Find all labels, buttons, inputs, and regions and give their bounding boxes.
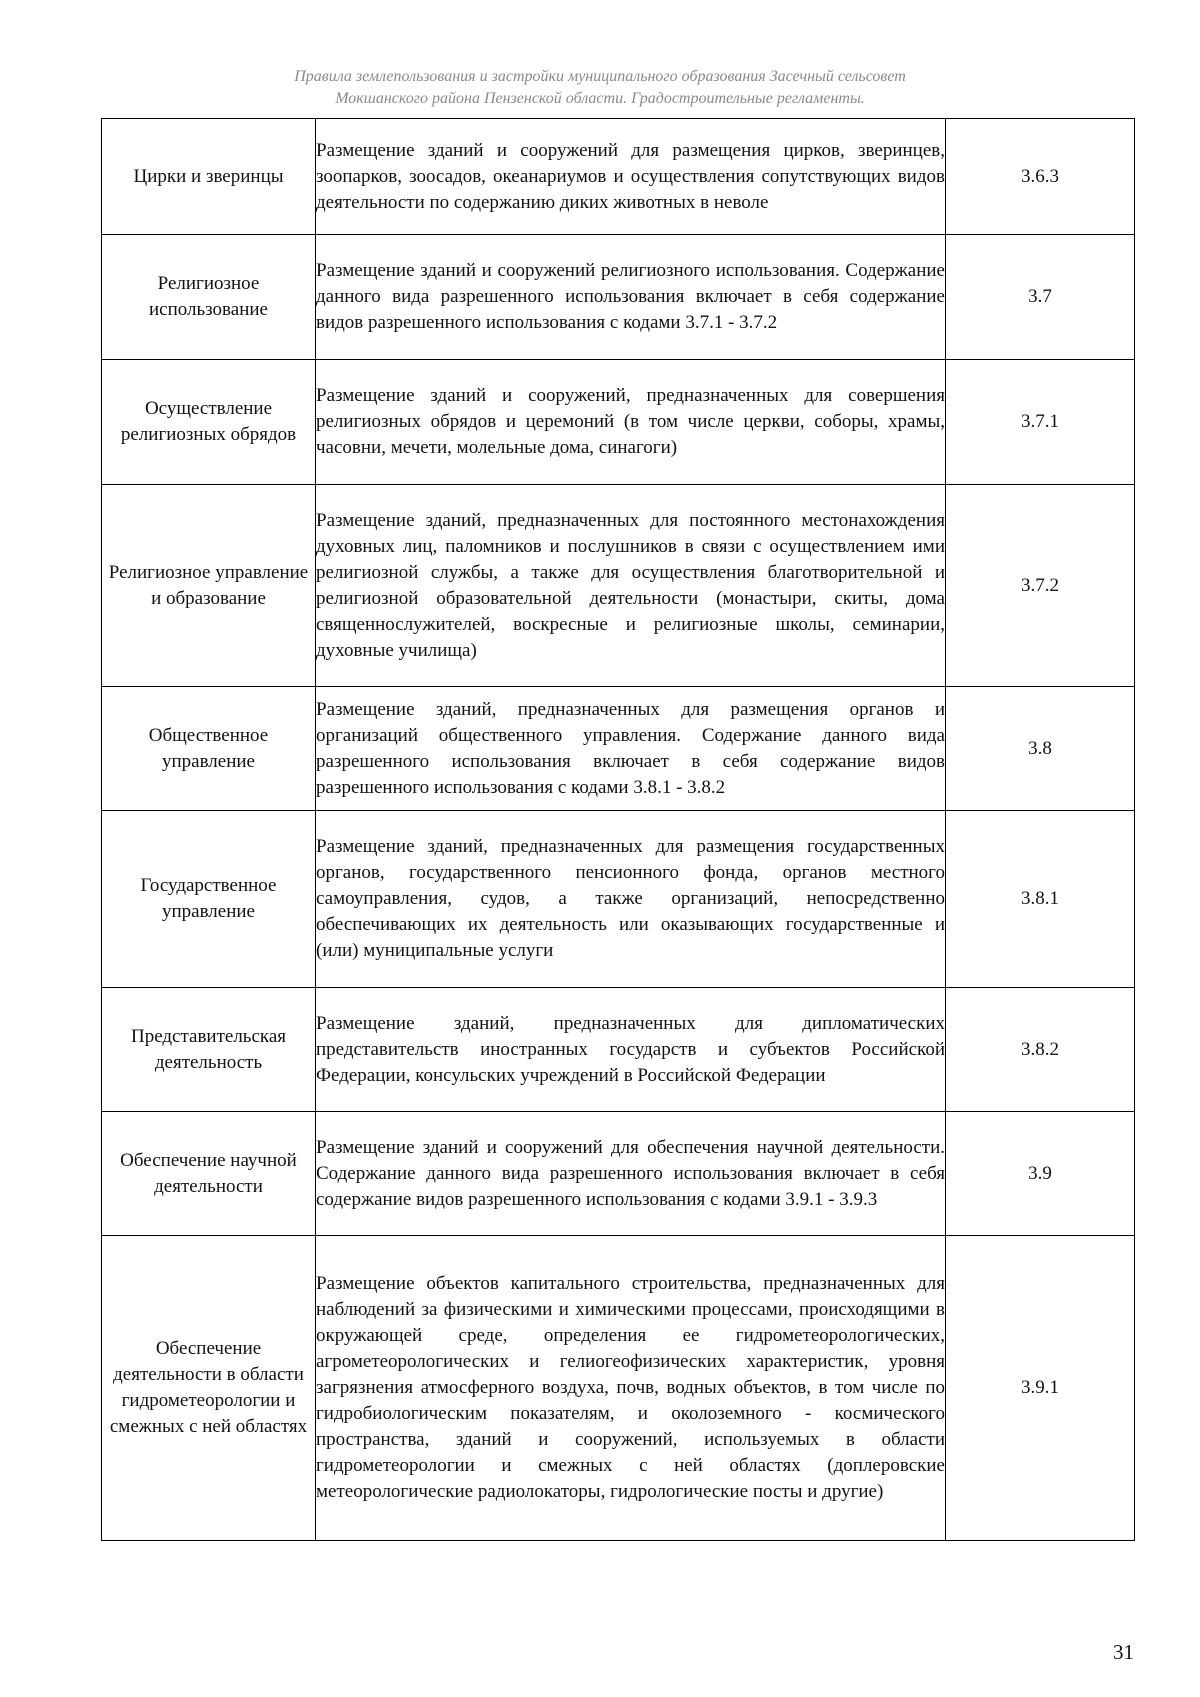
- row-name: Представительская деятельность: [102, 988, 316, 1112]
- row-code: 3.7.2: [946, 485, 1135, 687]
- row-code: 3.7.1: [946, 360, 1135, 485]
- table-row: [102, 360, 1135, 485]
- row-name: Осуществление религиозных обрядов: [102, 360, 316, 485]
- row-code: 3.8.2: [946, 988, 1135, 1112]
- row-description: Размещение зданий и сооружений для обеспечения научной деятельности. Содержание данного вида разрешенного использования включает в себя содержание видов разрешенного использования с кодами 3.9.1 - 3.9.3: [316, 1112, 946, 1236]
- row-description: Размещение зданий и сооружений религиозного использования. Содержание данного вида разрешенного использования включает в себя содержание видов разрешенного использования с кодами 3.7.1 - 3.7.2: [316, 235, 946, 360]
- row-description: Размещение зданий, предназначенных для постоянного местонахождения духовных лиц, паломников и послушников в связи с осуществлением ими религиозной службы, а также для осуществления благотворительной и религиозной образовательной деятельности (монастыри, скиты, дома священнослужителей, воскресные и религиозные школы, семинарии, духовные училища): [316, 485, 946, 687]
- table-row: [102, 687, 1135, 811]
- land-use-table: [101, 118, 1135, 1541]
- row-code: 3.8: [946, 687, 1135, 811]
- table-row: [102, 811, 1135, 988]
- table-row: [102, 235, 1135, 360]
- row-description: Размещение зданий, предназначенных для дипломатических представительств иностранных государств и субъектов Российской Федерации, консульских учреждений в Российской Федерации: [316, 988, 946, 1112]
- row-code: 3.8.1: [946, 811, 1135, 988]
- row-code: 3.9.1: [946, 1236, 1135, 1541]
- row-name: Цирки и зверинцы: [102, 119, 316, 235]
- page-header: [0, 66, 1200, 110]
- row-name: Общественное управление: [102, 687, 316, 811]
- table-row: [102, 1236, 1135, 1541]
- row-description: Размещение объектов капитального строительства, предназначенных для наблюдений за физическими и химическими процессами, происходящими в окружающей среде, определения ее гидрометеорологических, агрометеорологических и гелиогеофизических характеристик, уровня загрязнения атмосферного воздуха, почв, водных объектов, в том числе по гидробиологическим показателям, и околоземного - космического пространства, зданий и сооружений, используемых в области гидрометеорологии и смежных с ней областях (доплеровские метеорологические радиолокаторы, гидрологические посты и другие): [316, 1236, 946, 1541]
- row-name: Обеспечение научной деятельности: [102, 1112, 316, 1236]
- row-code: 3.7: [946, 235, 1135, 360]
- table-row: [102, 988, 1135, 1112]
- table-row: [102, 485, 1135, 687]
- row-description: Размещение зданий и сооружений, предназначенных для совершения религиозных обрядов и церемоний (в том числе церкви, соборы, храмы, часовни, мечети, молельные дома, синагоги): [316, 360, 946, 485]
- table-row: [102, 1112, 1135, 1236]
- row-description: Размещение зданий, предназначенных для размещения органов и организаций общественного управления. Содержание данного вида разрешенного использования включает в себя содержание видов разрешенного использования с кодами 3.8.1 - 3.8.2: [316, 687, 946, 811]
- row-name: Религиозное управление и образование: [102, 485, 316, 687]
- header-line-1: Правила землепользования и застройки муниципального образования Засечный сельсовет: [294, 68, 906, 85]
- page-number: 31: [1113, 1640, 1134, 1664]
- row-name: Религиозное использование: [102, 235, 316, 360]
- table-row: [102, 119, 1135, 235]
- row-description: Размещение зданий, предназначенных для размещения государственных органов, государственного пенсионного фонда, органов местного самоуправления, судов, а также организаций, непосредственно обеспечивающих их деятельность или оказывающих государственные и (или) муниципальные услуги: [316, 811, 946, 988]
- row-description: Размещение зданий и сооружений для размещения цирков, зверинцев, зоопарков, зоосадов, океанариумов и осуществления сопутствующих видов деятельности по содержанию диких животных в неволе: [316, 119, 946, 235]
- row-code: 3.9: [946, 1112, 1135, 1236]
- row-code: 3.6.3: [946, 119, 1135, 235]
- row-name: Государственное управление: [102, 811, 316, 988]
- header-line-2: Мокшанского района Пензенской области. Градостроительные регламенты.: [335, 90, 865, 107]
- row-name: Обеспечение деятельности в области гидрометеорологии и смежных с ней областях: [102, 1236, 316, 1541]
